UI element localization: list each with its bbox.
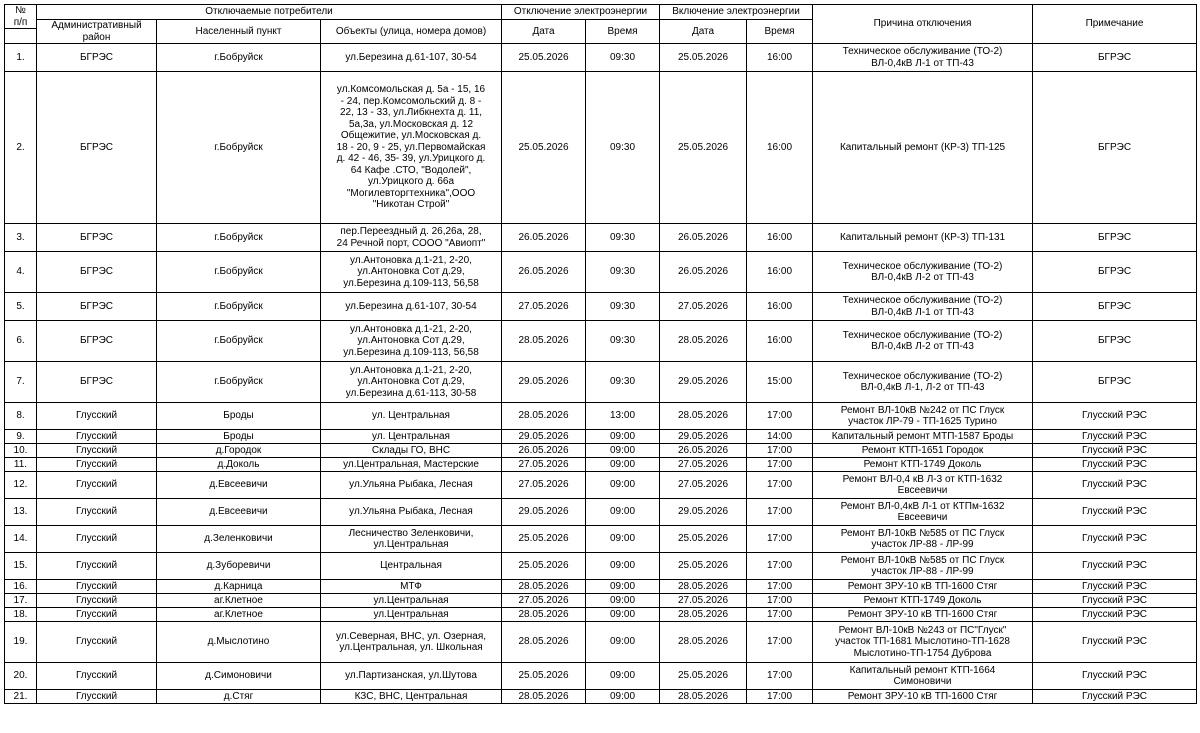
cell-on-date: 29.05.2026: [660, 362, 747, 403]
cell-on-time: 17:00: [747, 663, 813, 690]
cell-note: Глусский РЭС: [1033, 526, 1197, 553]
cell-note: БГРЭС: [1033, 72, 1197, 224]
cell-district: Глусский: [37, 690, 157, 704]
cell-off-time: 09:30: [586, 72, 660, 224]
cell-district: Глусский: [37, 553, 157, 580]
cell-reason: Техническое обслуживание (ТО-2) ВЛ-0,4кВ Л-1 от ТП-43: [813, 293, 1033, 321]
cell-number: 9.: [5, 430, 37, 444]
cell-off-date: 25.05.2026: [502, 663, 586, 690]
cell-district: БГРЭС: [37, 224, 157, 252]
cell-locality: г.Бобруйск: [157, 72, 321, 224]
cell-locality: д.Зеленковичи: [157, 526, 321, 553]
cell-objects: Лесничество Зеленковичи, ул.Центральная: [321, 526, 502, 553]
cell-on-date: 29.05.2026: [660, 430, 747, 444]
cell-note: Глусский РЭС: [1033, 594, 1197, 608]
header-consumers: Отключаемые потребители: [37, 5, 502, 20]
cell-off-time: 09:00: [586, 499, 660, 526]
cell-off-time: 09:00: [586, 458, 660, 472]
table-row: [5, 224, 1197, 252]
table-row: [5, 72, 1197, 224]
cell-on-date: 25.05.2026: [660, 663, 747, 690]
table-row: [5, 472, 1197, 499]
cell-locality: д.Зуборевичи: [157, 553, 321, 580]
cell-note: БГРЭС: [1033, 252, 1197, 293]
cell-locality: аг.Клетное: [157, 594, 321, 608]
cell-on-date: 26.05.2026: [660, 444, 747, 458]
cell-reason: Ремонт КТП-1749 Доколь: [813, 594, 1033, 608]
cell-objects: ул.Антоновка д.1-21, 2-20, ул.Антоновка Сот д.29, ул.Березина д.109-113, 56,58: [321, 252, 502, 293]
cell-reason: Ремонт ВЛ-10кВ №242 от ПС Глуск участок ЛР-79 - ТП-1625 Турино: [813, 403, 1033, 430]
table-row: [5, 526, 1197, 553]
cell-reason: Ремонт ЗРУ-10 кВ ТП-1600 Стяг: [813, 608, 1033, 622]
cell-district: Глусский: [37, 663, 157, 690]
cell-note: БГРЭС: [1033, 224, 1197, 252]
header-off-date: Дата: [502, 20, 586, 44]
header-off: Отключение электроэнергии: [502, 5, 660, 20]
cell-off-date: 25.05.2026: [502, 526, 586, 553]
cell-reason: Техническое обслуживание (ТО-2) ВЛ-0,4кВ Л-1 от ТП-43: [813, 44, 1033, 72]
cell-district: Глусский: [37, 499, 157, 526]
cell-objects: КЗС, ВНС, Центральная: [321, 690, 502, 704]
cell-on-time: 17:00: [747, 444, 813, 458]
cell-off-date: 27.05.2026: [502, 458, 586, 472]
cell-off-time: 09:00: [586, 526, 660, 553]
cell-note: БГРЭС: [1033, 321, 1197, 362]
cell-on-time: 17:00: [747, 622, 813, 663]
cell-objects: ул.Партизанская, ул.Шутова: [321, 663, 502, 690]
cell-off-time: 09:30: [586, 293, 660, 321]
cell-locality: д.Евсеевичи: [157, 472, 321, 499]
table-row: [5, 252, 1197, 293]
cell-objects: ул.Центральная: [321, 594, 502, 608]
cell-reason: Капитальный ремонт (КР-3) ТП-125: [813, 72, 1033, 224]
cell-off-date: 26.05.2026: [502, 252, 586, 293]
cell-reason: Ремонт КТП-1651 Городок: [813, 444, 1033, 458]
cell-off-date: 26.05.2026: [502, 444, 586, 458]
cell-off-date: 28.05.2026: [502, 690, 586, 704]
cell-off-time: 09:00: [586, 622, 660, 663]
table-row: [5, 663, 1197, 690]
cell-on-date: 26.05.2026: [660, 224, 747, 252]
cell-on-date: 27.05.2026: [660, 472, 747, 499]
table-row: [5, 622, 1197, 663]
cell-objects: ул.Ульяна Рыбака, Лесная: [321, 499, 502, 526]
cell-note: Глусский РЭС: [1033, 663, 1197, 690]
cell-district: Глусский: [37, 622, 157, 663]
cell-objects: ул.Ульяна Рыбака, Лесная: [321, 472, 502, 499]
cell-number: 15.: [5, 553, 37, 580]
cell-number: 19.: [5, 622, 37, 663]
cell-off-time: 09:00: [586, 444, 660, 458]
cell-number: 13.: [5, 499, 37, 526]
cell-off-time: 09:30: [586, 321, 660, 362]
cell-on-time: 17:00: [747, 690, 813, 704]
cell-reason: Ремонт ЗРУ-10 кВ ТП-1600 Стяг: [813, 580, 1033, 594]
cell-note: Глусский РЭС: [1033, 430, 1197, 444]
cell-note: БГРЭС: [1033, 44, 1197, 72]
cell-off-time: 09:30: [586, 44, 660, 72]
cell-note: Глусский РЭС: [1033, 690, 1197, 704]
outage-schedule-table: [4, 4, 1197, 704]
cell-note: БГРЭС: [1033, 293, 1197, 321]
cell-on-date: 28.05.2026: [660, 403, 747, 430]
cell-locality: г.Бобруйск: [157, 252, 321, 293]
cell-district: БГРЭС: [37, 44, 157, 72]
cell-note: Глусский РЭС: [1033, 608, 1197, 622]
table-row: [5, 580, 1197, 594]
cell-objects: ул.Березина д.61-107, 30-54: [321, 293, 502, 321]
cell-locality: г.Бобруйск: [157, 321, 321, 362]
table-row: [5, 499, 1197, 526]
cell-on-date: 25.05.2026: [660, 44, 747, 72]
cell-number: 18.: [5, 608, 37, 622]
cell-on-time: 17:00: [747, 553, 813, 580]
cell-off-date: 27.05.2026: [502, 293, 586, 321]
header-number-blank: [5, 29, 37, 44]
table-row: [5, 458, 1197, 472]
table-row: [5, 690, 1197, 704]
cell-note: Глусский РЭС: [1033, 403, 1197, 430]
cell-number: 3.: [5, 224, 37, 252]
cell-reason: Капитальный ремонт (КР-3) ТП-131: [813, 224, 1033, 252]
cell-number: 12.: [5, 472, 37, 499]
cell-on-date: 27.05.2026: [660, 458, 747, 472]
cell-off-date: 28.05.2026: [502, 608, 586, 622]
cell-on-time: 17:00: [747, 580, 813, 594]
cell-locality: г.Бобруйск: [157, 224, 321, 252]
cell-on-time: 16:00: [747, 293, 813, 321]
cell-number: 5.: [5, 293, 37, 321]
table-row: [5, 430, 1197, 444]
cell-objects: ул.Антоновка д.1-21, 2-20, ул.Антоновка Сот д.29, ул.Березина д.61-113, 30-58: [321, 362, 502, 403]
cell-on-time: 17:00: [747, 403, 813, 430]
cell-reason: Ремонт ЗРУ-10 кВ ТП-1600 Стяг: [813, 690, 1033, 704]
cell-district: Глусский: [37, 608, 157, 622]
table-row: [5, 608, 1197, 622]
cell-off-time: 09:00: [586, 690, 660, 704]
cell-on-time: 17:00: [747, 594, 813, 608]
cell-reason: Техническое обслуживание (ТО-2) ВЛ-0,4кВ Л-1, Л-2 от ТП-43: [813, 362, 1033, 403]
cell-locality: д.Городок: [157, 444, 321, 458]
cell-on-date: 25.05.2026: [660, 553, 747, 580]
cell-note: Глусский РЭС: [1033, 499, 1197, 526]
cell-reason: Техническое обслуживание (ТО-2) ВЛ-0,4кВ Л-2 от ТП-43: [813, 321, 1033, 362]
cell-off-time: 13:00: [586, 403, 660, 430]
cell-on-date: 27.05.2026: [660, 293, 747, 321]
header-off-time: Время: [586, 20, 660, 44]
cell-off-date: 25.05.2026: [502, 44, 586, 72]
cell-objects: ул.Антоновка д.1-21, 2-20, ул.Антоновка Сот д.29, ул.Березина д.109-113, 56,58: [321, 321, 502, 362]
cell-on-date: 28.05.2026: [660, 622, 747, 663]
cell-district: Глусский: [37, 444, 157, 458]
cell-locality: Броды: [157, 403, 321, 430]
header-locality: Населенный пункт: [157, 20, 321, 44]
cell-on-date: 28.05.2026: [660, 580, 747, 594]
cell-reason: Ремонт ВЛ-10кВ №585 от ПС Глуск участок ЛР-88 - ЛР-99: [813, 553, 1033, 580]
cell-off-date: 29.05.2026: [502, 430, 586, 444]
cell-objects: ул.Комсомольская д. 5а - 15, 16 - 24, пер.Комсомольский д. 8 - 22, 13 - 33, ул.Либкнехта д. 11, 5а,3а, ул.Московская д. 12 Общежитие, ул.Московская д. 18 - 20, 9 - 25, ул.Первомайская д. 42 - 46, 35- 39, ул.Урицкого д. 64 Кафе .СТО, "Водолей", ул.Урицкого д. 66а "Могилевторгтехника",ООО "Никотан Строй": [321, 72, 502, 224]
cell-district: БГРЭС: [37, 362, 157, 403]
header-note: Примечание: [1033, 5, 1197, 44]
header-on: Включение электроэнергии: [660, 5, 813, 20]
cell-off-date: 28.05.2026: [502, 321, 586, 362]
cell-district: БГРЭС: [37, 293, 157, 321]
cell-off-date: 28.05.2026: [502, 580, 586, 594]
cell-note: Глусский РЭС: [1033, 622, 1197, 663]
cell-district: БГРЭС: [37, 321, 157, 362]
cell-number: 4.: [5, 252, 37, 293]
cell-on-date: 26.05.2026: [660, 252, 747, 293]
cell-on-date: 28.05.2026: [660, 690, 747, 704]
cell-number: 16.: [5, 580, 37, 594]
cell-on-time: 17:00: [747, 499, 813, 526]
table-row: [5, 293, 1197, 321]
table-row: [5, 362, 1197, 403]
cell-locality: аг.Клетное: [157, 608, 321, 622]
cell-off-date: 27.05.2026: [502, 472, 586, 499]
table-row: [5, 403, 1197, 430]
cell-number: 11.: [5, 458, 37, 472]
cell-district: Глусский: [37, 594, 157, 608]
cell-reason: Ремонт ВЛ-10кВ №243 от ПС"Глуск" участок ТП-1681 Мыслотино-ТП-1628 Мыслотино-ТП-1754 Дуброва: [813, 622, 1033, 663]
cell-note: БГРЭС: [1033, 362, 1197, 403]
cell-reason: Ремонт ВЛ-0,4 кВ Л-3 от КТП-1632 Евсеевичи: [813, 472, 1033, 499]
cell-off-date: 26.05.2026: [502, 224, 586, 252]
cell-objects: Центральная: [321, 553, 502, 580]
cell-on-time: 17:00: [747, 472, 813, 499]
cell-off-time: 09:00: [586, 663, 660, 690]
cell-off-date: 25.05.2026: [502, 72, 586, 224]
cell-number: 6.: [5, 321, 37, 362]
cell-number: 1.: [5, 44, 37, 72]
cell-number: 14.: [5, 526, 37, 553]
table-row: [5, 594, 1197, 608]
header-district: Административный район: [37, 20, 157, 44]
cell-district: Глусский: [37, 472, 157, 499]
cell-on-time: 16:00: [747, 252, 813, 293]
cell-objects: ул.Березина д.61-107, 30-54: [321, 44, 502, 72]
cell-district: Глусский: [37, 526, 157, 553]
header-on-date: Дата: [660, 20, 747, 44]
table-row: [5, 553, 1197, 580]
cell-district: Глусский: [37, 403, 157, 430]
cell-off-date: 28.05.2026: [502, 403, 586, 430]
cell-off-time: 09:00: [586, 430, 660, 444]
cell-locality: д.Карница: [157, 580, 321, 594]
cell-on-date: 25.05.2026: [660, 526, 747, 553]
cell-reason: Ремонт КТП-1749 Доколь: [813, 458, 1033, 472]
cell-district: Глусский: [37, 458, 157, 472]
cell-off-date: 29.05.2026: [502, 362, 586, 403]
cell-off-time: 09:00: [586, 553, 660, 580]
cell-off-date: 25.05.2026: [502, 553, 586, 580]
cell-locality: д.Стяг: [157, 690, 321, 704]
cell-note: Глусский РЭС: [1033, 580, 1197, 594]
cell-off-time: 09:00: [586, 594, 660, 608]
cell-objects: МТФ: [321, 580, 502, 594]
cell-objects: ул. Центральная: [321, 430, 502, 444]
header-objects: Объекты (улица, номера домов): [321, 20, 502, 44]
cell-on-time: 16:00: [747, 224, 813, 252]
schedule-rows: [5, 44, 1197, 704]
cell-on-time: 16:00: [747, 44, 813, 72]
cell-number: 8.: [5, 403, 37, 430]
cell-on-time: 14:00: [747, 430, 813, 444]
cell-note: Глусский РЭС: [1033, 553, 1197, 580]
cell-objects: ул.Центральная, Мастерские: [321, 458, 502, 472]
cell-locality: г.Бобруйск: [157, 362, 321, 403]
table-row: [5, 444, 1197, 458]
cell-objects: Склады ГО, ВНС: [321, 444, 502, 458]
cell-locality: д.Симоновичи: [157, 663, 321, 690]
cell-number: 10.: [5, 444, 37, 458]
cell-off-time: 09:00: [586, 472, 660, 499]
cell-on-date: 28.05.2026: [660, 321, 747, 362]
cell-note: Глусский РЭС: [1033, 458, 1197, 472]
cell-objects: пер.Переездный д. 26,26а, 28, 24 Речной порт, СООО "Авиопт": [321, 224, 502, 252]
cell-number: 20.: [5, 663, 37, 690]
cell-locality: д.Мыслотино: [157, 622, 321, 663]
cell-objects: ул.Северная, ВНС, ул. Озерная, ул.Центральная, ул. Школьная: [321, 622, 502, 663]
cell-on-date: 29.05.2026: [660, 499, 747, 526]
header-on-time: Время: [747, 20, 813, 44]
cell-number: 7.: [5, 362, 37, 403]
cell-off-date: 29.05.2026: [502, 499, 586, 526]
cell-on-time: 17:00: [747, 526, 813, 553]
cell-objects: ул.Центральная: [321, 608, 502, 622]
table-row: [5, 44, 1197, 72]
cell-off-time: 09:30: [586, 224, 660, 252]
cell-off-time: 09:00: [586, 608, 660, 622]
cell-number: 2.: [5, 72, 37, 224]
cell-number: 21.: [5, 690, 37, 704]
header-reason: Причина отключения: [813, 5, 1033, 44]
cell-locality: д.Доколь: [157, 458, 321, 472]
cell-locality: Броды: [157, 430, 321, 444]
cell-off-time: 09:30: [586, 252, 660, 293]
cell-district: БГРЭС: [37, 72, 157, 224]
cell-on-date: 28.05.2026: [660, 608, 747, 622]
cell-note: Глусский РЭС: [1033, 444, 1197, 458]
cell-reason: Капитальный ремонт КТП-1664 Симоновичи: [813, 663, 1033, 690]
cell-on-time: 15:00: [747, 362, 813, 403]
cell-note: Глусский РЭС: [1033, 472, 1197, 499]
cell-reason: Ремонт ВЛ-0,4кВ Л-1 от КТПм-1632 Евсеевичи: [813, 499, 1033, 526]
cell-off-time: 09:00: [586, 580, 660, 594]
cell-on-time: 17:00: [747, 608, 813, 622]
table-row: [5, 321, 1197, 362]
cell-off-date: 28.05.2026: [502, 622, 586, 663]
cell-number: 17.: [5, 594, 37, 608]
cell-off-date: 27.05.2026: [502, 594, 586, 608]
cell-on-time: 16:00: [747, 321, 813, 362]
cell-reason: Ремонт ВЛ-10кВ №585 от ПС Глуск участок ЛР-88 - ЛР-99: [813, 526, 1033, 553]
cell-district: Глусский: [37, 580, 157, 594]
cell-on-date: 27.05.2026: [660, 594, 747, 608]
cell-reason: Капитальный ремонт МТП-1587 Броды: [813, 430, 1033, 444]
cell-reason: Техническое обслуживание (ТО-2) ВЛ-0,4кВ Л-2 от ТП-43: [813, 252, 1033, 293]
cell-on-time: 16:00: [747, 72, 813, 224]
cell-district: БГРЭС: [37, 252, 157, 293]
cell-objects: ул. Центральная: [321, 403, 502, 430]
cell-locality: г.Бобруйск: [157, 293, 321, 321]
header-number: № п/п: [5, 5, 37, 29]
cell-on-time: 17:00: [747, 458, 813, 472]
cell-on-date: 25.05.2026: [660, 72, 747, 224]
cell-off-time: 09:30: [586, 362, 660, 403]
cell-district: Глусский: [37, 430, 157, 444]
cell-locality: г.Бобруйск: [157, 44, 321, 72]
cell-locality: д.Евсеевичи: [157, 499, 321, 526]
